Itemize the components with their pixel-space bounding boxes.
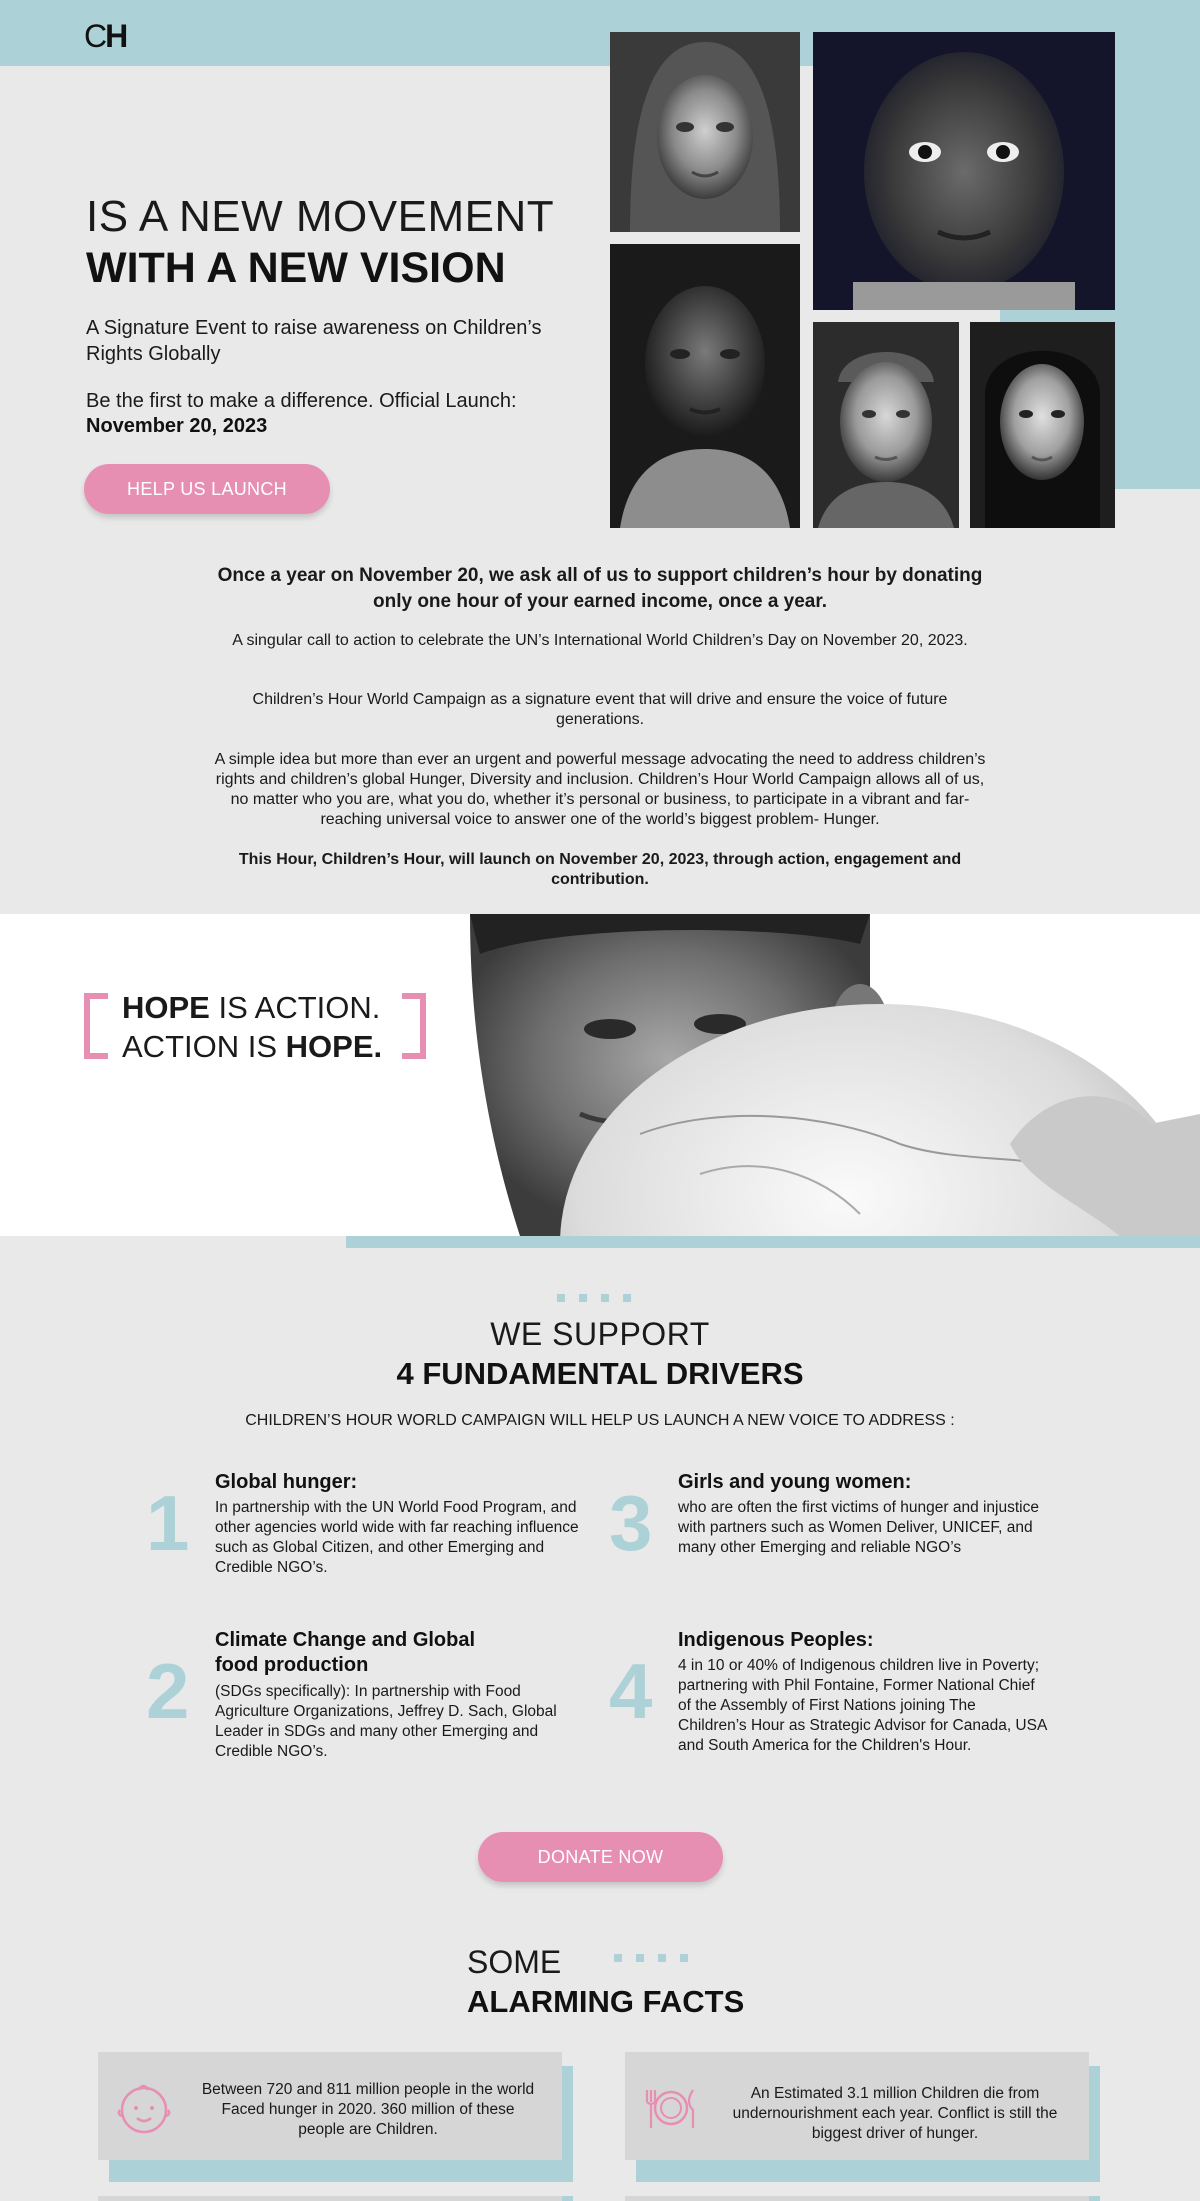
portrait-photo-1 — [610, 32, 800, 232]
drivers-subtitle: CHILDREN’S HOUR WORLD CAMPAIGN WILL HELP US LAUNCH A NEW VOICE TO ADDRESS : — [245, 1412, 955, 1429]
driver-text: 4 in 10 or 40% of Indigenous children live in Poverty; partnering with Phil Fontaine, Former National Chief of the Assembly of First Nations joining The Children’s Hour as Strategic Advisor for Canada, USA and South America for the Children's Hour. — [678, 1657, 1047, 1754]
hope-accent-bar — [346, 1236, 1200, 1248]
driver-number: 4 — [609, 1647, 653, 1735]
driver-title: Girls and young women: — [678, 1471, 912, 1493]
driver-text: (SDGs specifically): In partnership with Food Agriculture Organizations, Jeffrey D. Sach, Global Leader in SDGs and many other Emerging and Credible NGO’s. — [215, 1683, 557, 1760]
bracket-left-icon — [84, 993, 108, 1059]
drivers-title-bold: 4 FUNDAMENTAL DRIVERS — [396, 1356, 804, 1391]
fact-card-partial — [98, 2196, 562, 2201]
hope-banner-photo — [0, 914, 1200, 1236]
driver-text: In partnership with the UN World Food Program, and other agencies world wide with far reaching influence such as Global Citizen, and other Emerging and Credible NGO’s. — [215, 1499, 579, 1576]
drivers-title-light: WE SUPPORT — [490, 1316, 710, 1352]
driver-text: who are often the first victims of hunger and injustice with partners such as Women Deliver, UNICEF, and many other Emerging and reliable NGO’s — [678, 1499, 1039, 1556]
logo[interactable]: CH — [84, 18, 127, 54]
hero-launch-text: Be the first to make a difference. Official Launch: — [86, 390, 517, 412]
help-us-launch-button[interactable]: HELP US LAUNCH — [84, 464, 330, 514]
hero-launch-date: November 20, 2023 — [86, 415, 268, 437]
hero-subtitle: A Signature Event to raise awareness on Children’s Rights Globally — [86, 317, 542, 365]
driver-number: 3 — [609, 1479, 653, 1567]
hope-slogan: HOPE IS ACTION. ACTION IS HOPE. — [122, 990, 383, 1064]
baby-face-icon — [114, 2078, 174, 2138]
donate-now-button[interactable]: DONATE NOW — [478, 1832, 723, 1882]
facts-title-bold: ALARMING FACTS — [467, 1984, 745, 2019]
plate-cutlery-icon — [641, 2078, 701, 2138]
fact-card-hunger — [98, 2052, 562, 2160]
intro-paragraph-3: A simple idea but more than ever an urgent and powerful message advocating the need to address children’s rights and children’s global Hunger, Diversity and inclusion. Children’s Hour World Campaign allows all of us, no matter who you are, what you do, whether it’s personal or business, to participate in a vibrant and far-reaching universal voice to answer one of the world’s biggest problem- Hunger. — [214, 751, 986, 828]
intro-paragraph-1: A singular call to action to celebrate the UN’s International World Children’s Day on November 20, 2023. — [232, 632, 968, 649]
decorative-dots-icon — [557, 1294, 631, 1302]
driver-number: 2 — [146, 1647, 190, 1735]
portrait-photo-4 — [813, 322, 959, 528]
fact-card-undernourishment — [625, 2052, 1089, 2160]
bracket-right-icon — [402, 993, 426, 1059]
intro-launch-statement: This Hour, Children’s Hour, will launch on November 20, 2023, through action, engagement and contribution. — [238, 851, 962, 888]
portrait-photo-5 — [970, 322, 1115, 528]
driver-title: Indigenous Peoples: — [678, 1629, 874, 1651]
driver-number: 1 — [146, 1479, 190, 1567]
decorative-dots-icon — [614, 1954, 688, 1962]
hero-title-light: IS A NEW MOVEMENT — [86, 192, 555, 241]
fact-card-partial — [625, 2196, 1089, 2201]
facts-title-light: SOME — [467, 1944, 562, 1980]
portrait-photo-2 — [813, 32, 1115, 310]
fact-text: An Estimated 3.1 million Children die from undernourishment each year. Conflict is still the biggest driver of hunger. — [732, 2085, 1058, 2142]
driver-title: Global hunger: — [215, 1471, 358, 1493]
fact-text: Between 720 and 811 million people in the world Faced hunger in 2020. 360 million of these people are Children. — [201, 2081, 535, 2138]
driver-title: Climate Change and Global food production — [215, 1629, 476, 1676]
intro-headline: Once a year on November 20, we ask all of us to support children’s hour by donating only one hour of your earned income, once a year. — [217, 565, 983, 612]
portrait-photo-3 — [610, 244, 800, 528]
hero-title-bold: WITH A NEW VISION — [86, 244, 506, 292]
intro-paragraph-2: Children’s Hour World Campaign as a signature event that will drive and ensure the voice of future generations. — [252, 691, 948, 728]
